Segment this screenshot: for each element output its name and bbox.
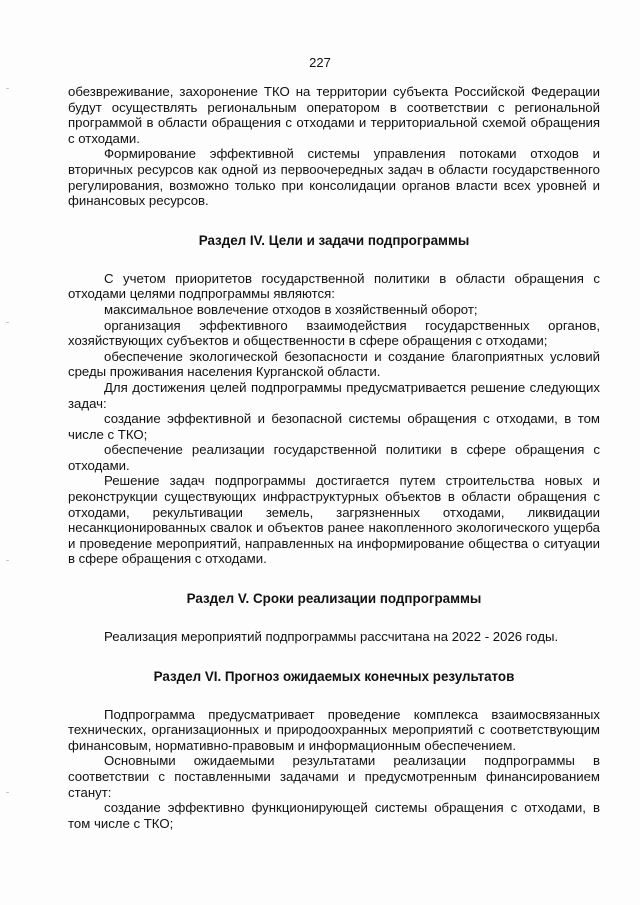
scan-margin-mark	[6, 792, 9, 793]
section-5-heading: Раздел V. Сроки реализации подпрограммы	[186, 591, 482, 607]
paragraph: С учетом приоритетов государственной политики в области обращения с отходами целями подпрограммы являются:	[68, 270, 600, 302]
list-item: обеспечение экологической безопасности и создание благоприятных условий среды проживания населения Курганской области.	[68, 348, 600, 380]
paragraph: Для достижения целей подпрограммы предусматривается решение следующих задач:	[68, 379, 600, 411]
paragraph: Подпрограмма предусматривает проведение комплекса взаимосвязанных технических, организационных и природоохранных мероприятий с соответствующим финансовым, нормативно-правовым и информационным обеспечением.	[68, 706, 600, 753]
paragraph: Основными ожидаемыми результатами реализации подпрограммы в соответствии с поставленными задачами и предусмотренным финансированием станут:	[68, 753, 600, 800]
document-body	[68, 84, 600, 831]
section-6-heading: Раздел VI. Прогноз ожидаемых конечных результатов	[153, 668, 515, 684]
paragraph: Решение задач подпрограммы достигается путем строительства новых и реконструкции существующих инфраструктурных объектов в области обращения с отходами, рекультивации земель, загрязненных отходами, ликвидации несанкционированных свалок и объектов ранее накопленного экологического ущерба и проведение мероприятий, направленных на информирование общества о ситуации в сфере обращения с отходами.	[68, 473, 600, 567]
list-item: максимальное вовлечение отходов в хозяйственный оборот;	[104, 301, 478, 317]
scan-margin-mark	[6, 88, 9, 89]
scan-margin-mark	[6, 560, 9, 561]
page-number: 227	[309, 55, 331, 70]
paragraph: обезвреживание, захоронение ТКО на территории субъекта Российской Федерации будут осуществлять региональным оператором в соответствии с региональной программой в области обращения с отходами и территориальной схемой обращения с отходами.	[68, 84, 600, 146]
paragraph: Формирование эффективной системы управления потоками отходов и вторичных ресурсов как одной из первоочередных задач в области государственного регулирования, возможно только при консолидации органов власти всех уровней и финансовых ресурсов.	[68, 146, 600, 209]
list-item: создание эффективно функционирующей системы обращения с отходами, в том числе с ТКО;	[68, 800, 600, 831]
section-4-heading: Раздел IV. Цели и задачи подпрограммы	[198, 232, 470, 248]
scan-margin-mark	[6, 322, 9, 323]
paragraph: Реализация мероприятий подпрограммы рассчитана на 2022 - 2026 годы.	[104, 629, 559, 645]
list-item: организация эффективного взаимодействия государственных органов, хозяйствующих субъектов и общественности в сфере обращения с отходами;	[68, 317, 600, 349]
list-item: обеспечение реализации государственной политики в сфере обращения с отходами.	[68, 442, 600, 473]
list-item: создание эффективной и безопасной системы обращения с отходами, в том числе с ТКО;	[68, 411, 600, 442]
